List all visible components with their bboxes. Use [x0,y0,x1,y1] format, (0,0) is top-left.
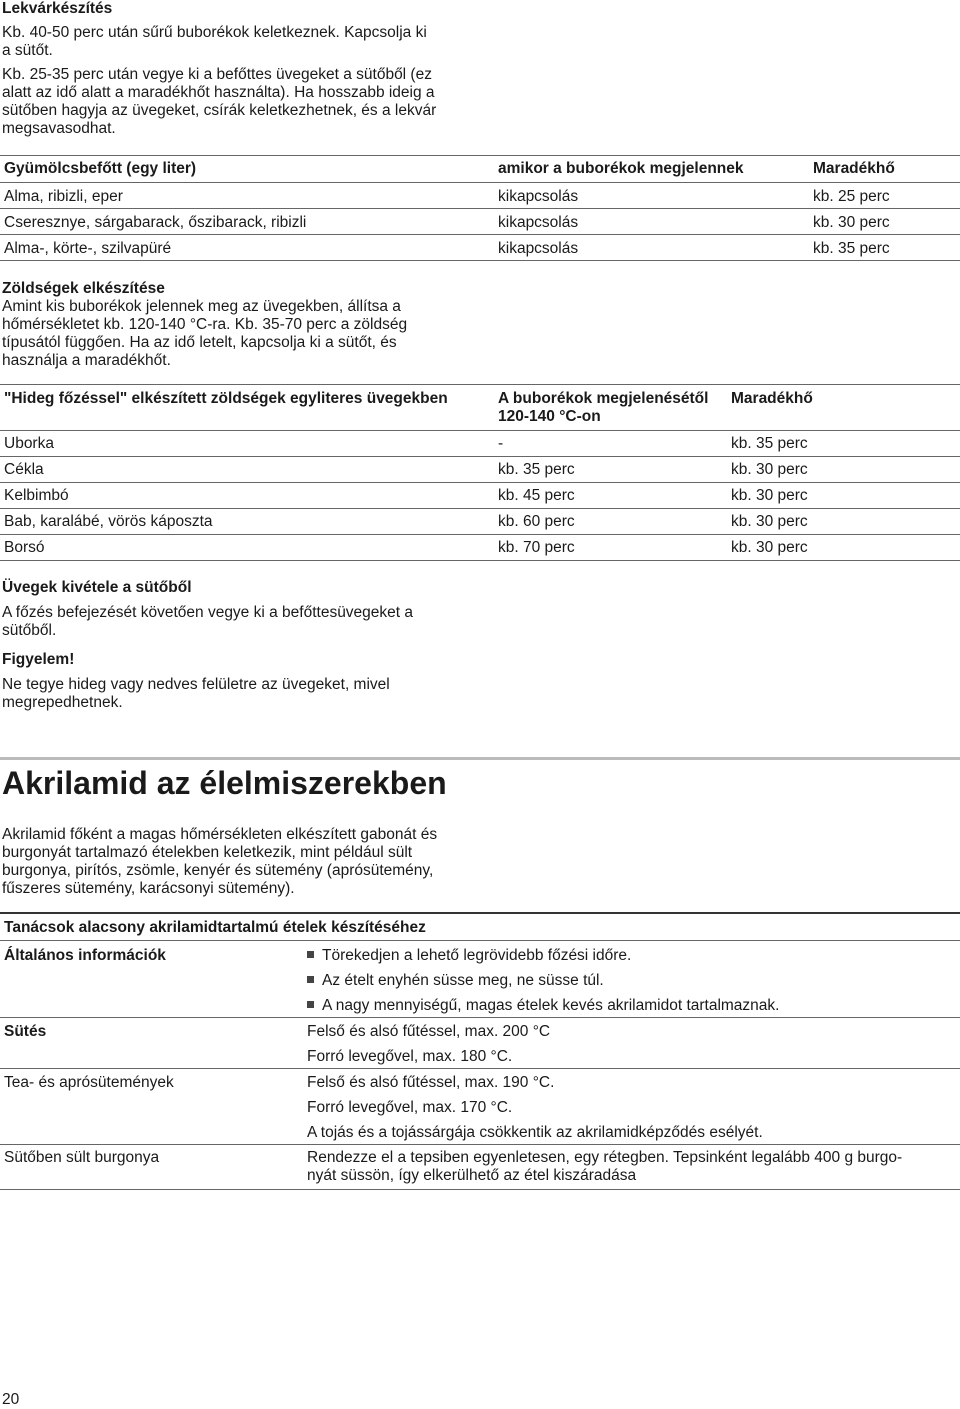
akrilamid-paragraph [2,826,437,898]
table-cell: Uborka [4,435,54,452]
table-cell: kb. 70 perc [498,539,575,556]
text-line: hőmérsékletet kb. 120-140 °C-ra. Kb. 35-70 perc a zöldség [2,316,408,333]
list-item [307,947,631,965]
table-cell: kikapcsolás [498,188,579,205]
table-cell: Cékla [4,461,44,478]
row-label-burgonya: Sütőben sült burgonya [4,1149,160,1166]
table-cell: kb. 60 perc [498,513,575,530]
list-item-text: Az ételt enyhén süsse meg, ne süsse túl. [322,972,604,989]
table-header: amikor a buborékok megjelennek [498,160,744,177]
text-line: fűszeres sütemény, karácsonyi sütemény). [2,880,295,897]
text-line: Kb. 25-35 perc után vegye ki a befőttes üvegeket a sütőből (ez [2,66,432,83]
text-line: a sütőt. [2,42,53,59]
warning-paragraph [2,676,390,712]
list-item-text: A nagy mennyiségű, magas ételek kevés akrilamidot tartalmaznak. [322,997,780,1014]
table-rule [0,430,960,431]
table-cell: Bab, karalábé, vörös káposzta [4,513,213,530]
table-cell: - [498,435,504,452]
table-cell: kb. 30 perc [731,539,808,556]
table-cell: kb. 35 perc [731,435,808,452]
bullet-square-icon [307,951,314,958]
list-item-text: Törekedjen a lehető legrövidebb főzési időre. [322,947,632,964]
table-header: 120-140 °C-on [498,408,601,425]
table-header: A buborékok megjelenésétől [498,390,709,407]
table-rule [0,1068,960,1069]
table-cell: Felső és alsó fűtéssel, max. 190 °C. [307,1074,555,1091]
text-line: megsavasodhat. [2,120,116,137]
text-line: A főzés befejezését követően vegye ki a befőttesüvegeket a [2,604,414,621]
warning-title: Figyelem! [2,651,75,668]
table-cell: kb. 35 perc [813,240,890,257]
zoldseg-paragraph [2,298,407,370]
text-line: sütőben hagyja az üvegeket, csírák keletkezhetnek, és a lekvár [2,102,437,119]
uvegek-paragraph [2,604,413,640]
table-cell: kb. 25 perc [813,188,890,205]
text-line: megrepedhetnek. [2,694,123,711]
table-rule [0,234,960,235]
text-line: használja a maradékhőt. [2,352,171,369]
bullet-square-icon [307,1001,314,1008]
table-cell: Alma, ribizli, eper [4,188,123,205]
text-line: Kb. 40-50 perc után sűrű buborékok keletkeznek. Kapcsolja ki [2,24,427,41]
table-rule [0,534,960,535]
section-title-zoldseg: Zöldségek elkészítése [2,280,165,297]
table-cell: Forró levegővel, max. 170 °C. [307,1099,513,1116]
table-rule [0,155,960,156]
table-header: Maradékhő [813,160,895,177]
table-cell: kikapcsolás [498,214,579,231]
table-cell: Cseresznye, sárgabarack, őszibarack, ribizli [4,214,307,231]
table-rule [0,208,960,209]
row-label-tea: Tea- és aprósütemények [4,1074,174,1091]
text-line: burgonyát tartalmazó ételekben keletkezik, mint például sült [2,844,413,861]
table-rule [0,456,960,457]
table-cell: kb. 30 perc [731,461,808,478]
table-rule [0,1144,960,1145]
table-cell: Forró levegővel, max. 180 °C. [307,1048,513,1065]
row-label-general: Általános információk [4,947,166,964]
table-cell: kikapcsolás [498,240,579,257]
table-rule [0,260,960,261]
table-cell: Kelbimbó [4,487,69,504]
table-rule [0,384,960,385]
lekvar-paragraph-1 [2,24,427,60]
section-divider [0,757,960,760]
table-rule [0,940,960,941]
text-line: sütőből. [2,622,57,639]
lekvar-paragraph-2 [2,66,436,138]
table-cell: Rendezze el a tepsiben egyenletesen, egy rétegben. Tepsinként legalább 400 g burgo- [307,1149,903,1166]
table-cell: kb. 30 perc [731,513,808,530]
page-number: 20 [2,1391,20,1408]
text-line: Amint kis buborékok jelennek meg az üvegekben, állítsa a [2,298,401,315]
table-title: Tanácsok alacsony akrilamidtartalmú ételek készítéséhez [4,919,426,936]
table-cell: kb. 30 perc [731,487,808,504]
table-rule [0,182,960,183]
bullet-square-icon [307,976,314,983]
table-header: "Hideg főzéssel" elkészített zöldségek egyliteres üvegekben [4,390,448,407]
text-line: Ne tegye hideg vagy nedves felületre az üvegeket, mivel [2,676,390,693]
page-title: Akrilamid az élelmiszerekben [2,765,447,801]
list-item [307,972,604,990]
table-cell: kb. 45 perc [498,487,575,504]
section-title-lekvar: Lekvárkészítés [2,0,113,17]
table-rule [0,560,960,561]
table-cell: A tojás és a tojássárgája csökkentik az akrilamidképződés esélyét. [307,1124,763,1141]
text-line: burgonya, pirítós, zsömle, kenyér és sütemény (aprósütemény, [2,862,434,879]
row-label-sutes: Sütés [4,1023,47,1040]
text-line: Akrilamid főként a magas hőmérsékleten elkészített gabonát és [2,826,438,843]
table-cell: kb. 35 perc [498,461,575,478]
table-cell: Alma-, körte-, szilvapüré [4,240,172,257]
table-cell: kb. 30 perc [813,214,890,231]
table-rule [0,508,960,509]
table-header: Maradékhő [731,390,813,407]
list-item [307,997,779,1015]
table-rule [0,1189,960,1190]
table-header: Gyümölcsbefőtt (egy liter) [4,160,197,177]
text-line: típusától függően. Ha az idő letelt, kapcsolja ki a sütőt, és [2,334,397,351]
table-rule [0,482,960,483]
section-title-uvegek: Üvegek kivétele a sütőből [2,579,192,596]
table-rule [0,912,960,914]
table-cell: Felső és alsó fűtéssel, max. 200 °C [307,1023,551,1040]
table-cell: Borsó [4,539,45,556]
text-line: alatt az idő alatt a maradékhőt használta). Ha hosszabb ideig a [2,84,435,101]
table-cell: nyát süssön, így elkerülhető az étel kiszáradása [307,1167,637,1184]
table-rule [0,1017,960,1018]
